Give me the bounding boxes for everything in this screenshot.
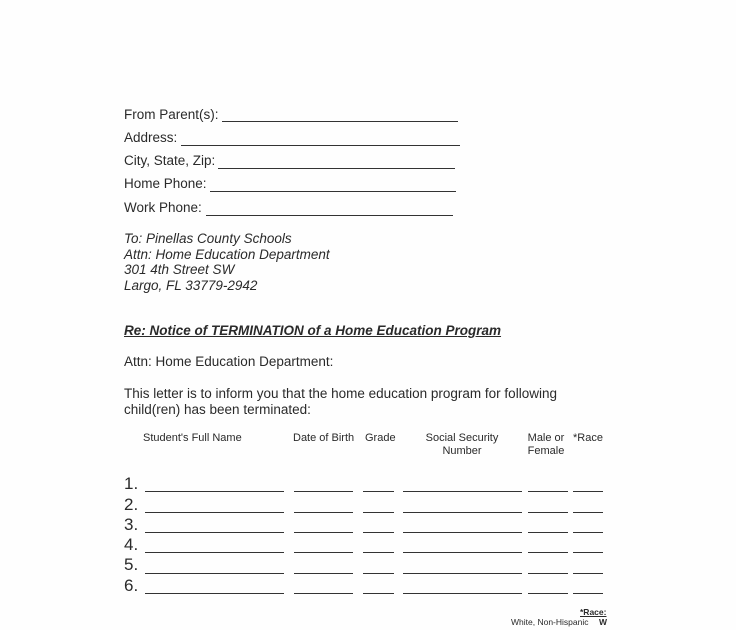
row-2-race-line[interactable]: [573, 512, 603, 513]
row-2-name-line[interactable]: [145, 512, 284, 513]
address-line[interactable]: [181, 145, 460, 146]
row-5-sex-line[interactable]: [528, 573, 568, 574]
row-number: 4.: [124, 535, 139, 554]
header-date-of-birth: Date of Birth: [293, 432, 355, 444]
row-5-dob-line[interactable]: [294, 573, 353, 574]
row-number: 1.: [124, 474, 139, 493]
header-ssn: [412, 432, 512, 457]
row-4-grade-line[interactable]: [363, 552, 394, 553]
subject-line: Re: Notice of TERMINATION of a Home Education Program: [124, 323, 502, 338]
row-number: 5.: [124, 555, 139, 574]
row-1-grade-line[interactable]: [363, 491, 394, 492]
row-3-name-line[interactable]: [145, 532, 284, 533]
row-number: 6.: [124, 576, 139, 595]
from-parents-line[interactable]: [222, 121, 458, 122]
body-paragraph: [124, 386, 557, 417]
row-4-name-line[interactable]: [145, 552, 284, 553]
work-phone-label: Work Phone:: [124, 200, 202, 215]
row-3-dob-line[interactable]: [294, 532, 353, 533]
row-1-name-line[interactable]: [145, 491, 284, 492]
header-race: *Race: [573, 432, 603, 444]
row-5-grade-line[interactable]: [363, 573, 394, 574]
address-label: Address:: [124, 130, 178, 145]
row-6-grade-line[interactable]: [363, 593, 394, 594]
work-phone-line[interactable]: [206, 215, 453, 216]
header-ssn-line-1: Social Security: [425, 432, 499, 444]
row-2-grade-line[interactable]: [363, 512, 394, 513]
row-1-dob-line[interactable]: [294, 491, 353, 492]
city-state-zip-label: City, State, Zip:: [124, 153, 216, 168]
row-5-ssn-line[interactable]: [403, 573, 522, 574]
race-key-title: *Race:: [580, 607, 607, 617]
race-key-item-label: White, Non-Hispanic: [511, 617, 589, 627]
body-line-1: This letter is to inform you that the home education program for following: [124, 386, 557, 401]
salutation: Attn: Home Education Department:: [124, 354, 334, 369]
row-number: 2.: [124, 495, 139, 514]
row-6-sex-line[interactable]: [528, 593, 568, 594]
row-6-dob-line[interactable]: [294, 593, 353, 594]
row-4-dob-line[interactable]: [294, 552, 353, 553]
row-2-ssn-line[interactable]: [403, 512, 522, 513]
row-6-ssn-line[interactable]: [403, 593, 522, 594]
from-parents-label: From Parent(s):: [124, 107, 219, 122]
recipient-line-2: Attn: Home Education Department: [124, 246, 330, 262]
city-state-zip-line[interactable]: [218, 168, 455, 169]
header-sex-line-1: Male or: [527, 432, 565, 444]
row-1-sex-line[interactable]: [528, 491, 568, 492]
row-1-race-line[interactable]: [573, 491, 603, 492]
row-4-race-line[interactable]: [573, 552, 603, 553]
header-ssn-line-2: Number: [442, 444, 482, 457]
home-phone-line[interactable]: [210, 191, 456, 192]
row-4-ssn-line[interactable]: [403, 552, 522, 553]
header-sex: [522, 432, 570, 457]
race-key-item-code: W: [599, 617, 608, 627]
row-3-grade-line[interactable]: [363, 532, 394, 533]
header-sex-line-2: Female: [527, 444, 565, 457]
row-3-sex-line[interactable]: [528, 532, 568, 533]
recipient-line-3: 301 4th Street SW: [124, 262, 235, 277]
row-number: 3.: [124, 515, 139, 534]
home-phone-label: Home Phone:: [124, 176, 207, 191]
row-5-name-line[interactable]: [145, 573, 284, 574]
row-5-race-line[interactable]: [573, 573, 603, 574]
row-2-dob-line[interactable]: [294, 512, 353, 513]
row-2-sex-line[interactable]: [528, 512, 568, 513]
row-4-sex-line[interactable]: [528, 552, 568, 553]
header-full-name: Student's Full Name: [143, 432, 242, 444]
row-6-race-line[interactable]: [573, 593, 603, 594]
recipient-line-1: To: Pinellas County Schools: [124, 231, 292, 246]
header-grade: Grade: [365, 432, 396, 444]
row-6-name-line[interactable]: [145, 593, 284, 594]
recipient-address: [124, 231, 330, 293]
row-3-ssn-line[interactable]: [403, 532, 522, 533]
recipient-line-4: Largo, FL 33779-2942: [124, 277, 258, 293]
row-3-race-line[interactable]: [573, 532, 603, 533]
row-1-ssn-line[interactable]: [403, 491, 522, 492]
body-line-2: child(ren) has been terminated:: [124, 401, 311, 417]
